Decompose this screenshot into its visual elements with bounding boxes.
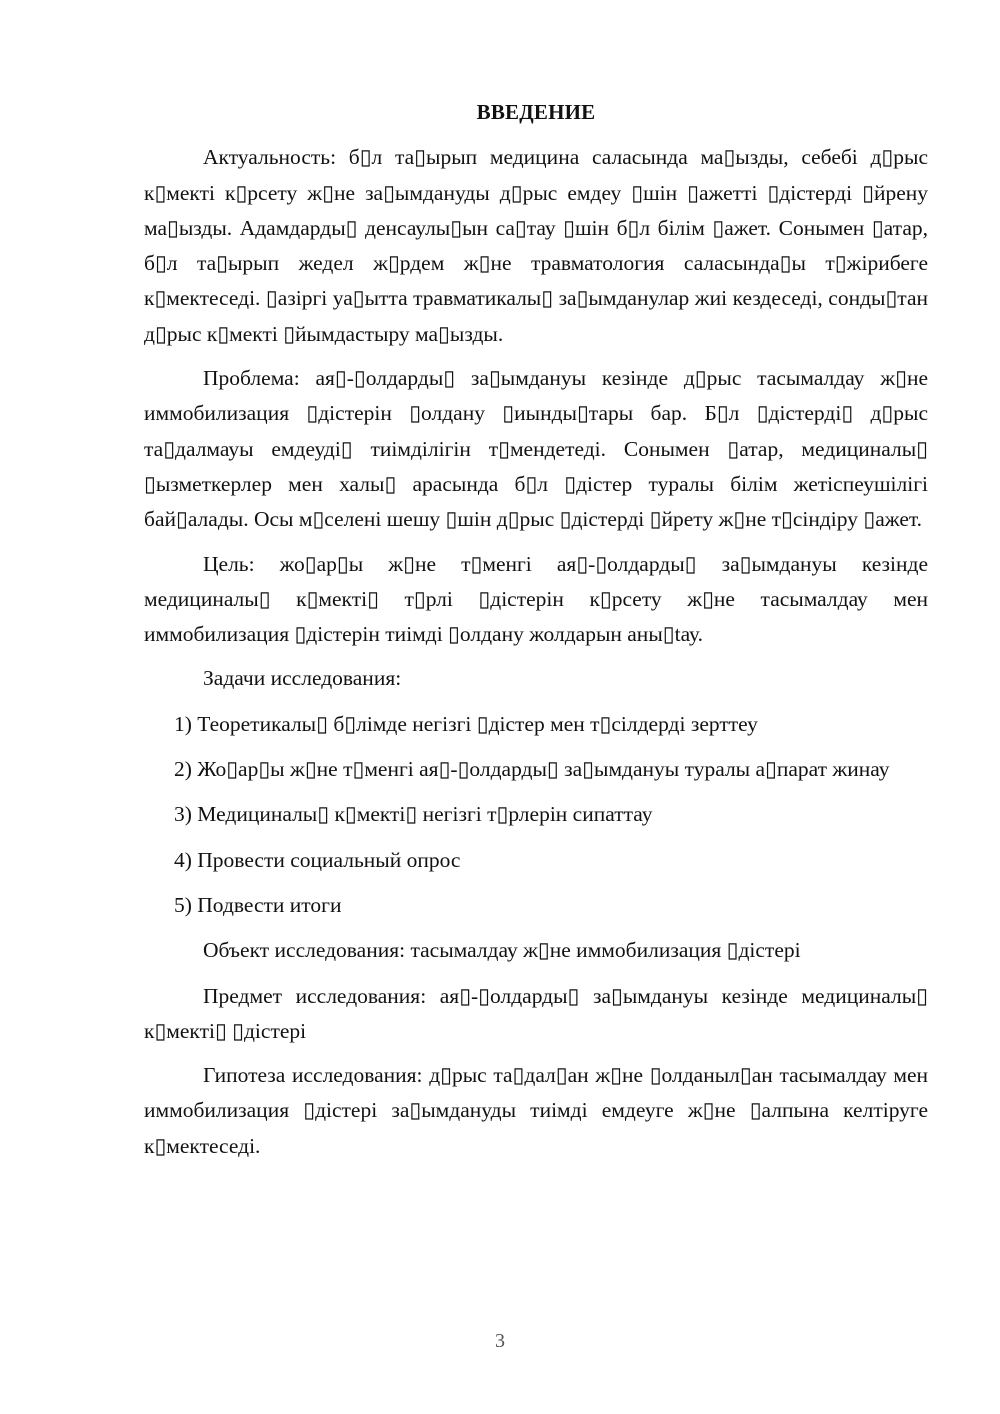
paragraph-relevance: Актуальность: б▯л та▯ырып медицина саласында ма▯ызды, себебі д▯рыс к▯мекті к▯рсету ж▯не за▯ымдануды д▯рыс емдеу ▯шін ▯ажетті ▯дістерді ▯йрену ма▯ызды. Адамдарды▯ денсаулы▯ын са▯тау ▯шін б▯л білім ▯ажет. Сонымен ▯атар, б▯л та▯ырып жедел ж▯рдем ж▯не травматология саласында▯ы т▯жірибеге к▯мектеседі. ▯азіргі уа▯ытта травматикалы▯ за▯ымданулар жиі кездеседі, сонды▯тан д▯рыс к▯мекті ▯йымдастыру ма▯ызды.: [144, 145, 928, 346]
paragraph-hypothesis: Гипотеза исследования: д▯рыс та▯дал▯ан ж▯не ▯олданыл▯ан тасымалдау мен иммобилизация ▯дістері за▯ымдануды тиімді емдеуге ж▯не ▯алпына келтіруге к▯мектеседі.: [144, 1063, 928, 1158]
paragraph-goal: Цель: жо▯ар▯ы ж▯не т▯менгі ая▯-▯олдарды▯ за▯ымдануы кезінде медициналы▯ к▯мекті▯ т▯рлі ▯дістерін к▯рсету ж▯не тасымалдау мен иммобилизация ▯дістерін тиімді ▯олдану жолдарын аны▯tау.: [144, 551, 928, 647]
task-item: 5) Подвести итоги: [174, 892, 342, 917]
paragraph-object: Объект исследования: тасымалдау ж▯не иммобилизация ▯дістері: [203, 938, 801, 963]
task-item: 2) Жо▯ар▯ы ж▯не т▯менгі ая▯-▯олдарды▯ за▯ымдануы туралы а▯парат жинау: [174, 757, 890, 782]
paragraph-problem: Проблема: ая▯-▯олдарды▯ за▯ымдануы кезінде д▯рыс тасымалдау ж▯не иммобилизация ▯дістерін ▯олдану ▯иынды▯тары бар. Б▯л ▯дістерді▯ д▯рыс та▯далмауы емдеуді▯ тиімділігін т▯мендетеді. Сонымен ▯атар, медициналы▯ ▯ызметкерлер мен халы▯ арасында б▯л ▯дістер туралы білім жетіспеушілігі бай▯алады. Осы м▯селені шешу ▯шін д▯рыс ▯дістерді ▯йрету ж▯не т▯сіндіру ▯ажет.: [144, 366, 928, 532]
task-item: 4) Провести социальный опрос: [174, 847, 461, 872]
document-page: [144, 95, 928, 1173]
page-number: 3: [495, 1330, 505, 1352]
task-item: 3) Медициналы▯ к▯мекті▯ негізгі т▯рлерін сипаттау: [174, 802, 653, 827]
task-item: 1) Теоретикалы▯ б▯лімде негізгі ▯дістер мен т▯сілдерді зерттеу: [174, 711, 758, 736]
section-title: ВВЕДЕНИЕ: [476, 100, 596, 124]
paragraph-tasks-heading: Задачи исследования:: [203, 666, 402, 691]
paragraph-subject: Предмет исследования: ая▯-▯олдарды▯ за▯ымдануы кезінде медициналы▯ к▯мекті▯ ▯дістері: [144, 983, 928, 1043]
